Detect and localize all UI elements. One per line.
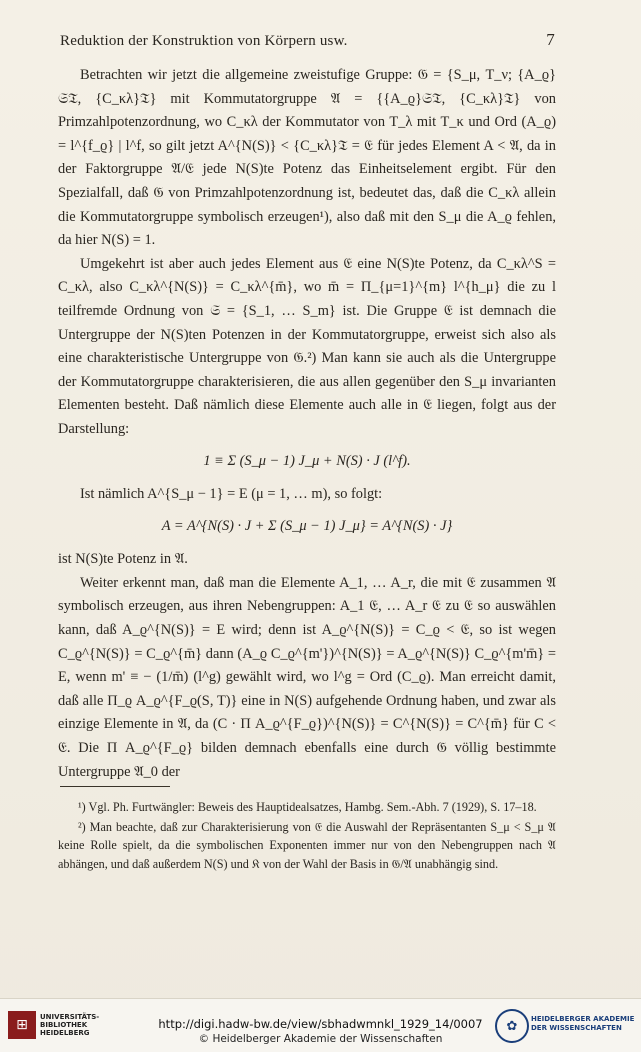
footnotes	[58, 798, 556, 875]
paragraph-5: Weiter erkennt man, daß man die Elemente A_1, … A_r, die mit 𝔈 zusammen 𝔄 symbolisch erzeugen, aus ihren Nebengruppen: A_1 𝔈, … A_r 𝔈 zu 𝔈 so auswählen kann, daß A_ϱ^{N(S)} = E wird; denn ist A_ϱ^{N(S)} = C_ϱ < 𝔈, so ist wegen C_ϱ^{N(S)} = C_ϱ^{m̄} dann (A_ϱ C_ϱ^{m'})^{N(S)} = A_ϱ^{N(S)} C_ϱ^{m'm̄} = E, wenn m' ≡ − (1/m̄) (l^g) gewählt wird, wo l^g = Ord (C_ϱ). Man erreicht damit, daß alle Π_ϱ A_ϱ^{F_ϱ(S, T)} eine in N(S) aufgehende Ordnung haben, und zwar als einzige Elemente in 𝔄, da (C · Π A_ϱ^{F_ϱ})^{N(S)} = C^{N(S)} = C^{m̄} für C < 𝔈. Die Π A_ϱ^{F_ϱ} bilden demnach ebenfalls eine durch 𝔊 völlig bestimmte Untergruppe 𝔄_0 der	[58, 574, 556, 780]
paragraph-2: Umgekehrt ist aber auch jedes Element aus 𝔈 eine N(S)te Potenz, da C_κλ^S = C_κλ, also C_κλ^{N(S)} = C_κλ^{m̄}, wo m̄ = Π_{μ=1}^{m} l^{h_μ} die zu l teilfremde Ordnung von 𝔖 = {S_1, … S_m} ist. Die Gruppe 𝔈 ist demnach die Untergruppe der N(S)ten Potenzen in der Kommutatorgruppe, erweist sich also als eine charakteristische Untergruppe von 𝔊.²) Man kann sie auch als die Untergruppe der Kommutatorgruppe charakterisieren, die aus allen gegenüber den S_μ invarianten Elementen besteht. Daß nämlich diese Elemente auch alle in 𝔈 liegen, folgt aus der Darstellung:	[58, 255, 556, 437]
copyright-notice: © Heidelberger Akademie der Wissenschaften	[198, 1033, 443, 1045]
academy-seal-icon[interactable]: ✿	[495, 1009, 529, 1043]
viewer-footer	[0, 998, 641, 1052]
running-title: Reduktion der Konstruktion von Körpern usw.	[60, 33, 348, 49]
formula-1: 1 ≡ Σ (S_μ − 1) J_μ + N(S) · J (l^f).	[203, 452, 411, 469]
formula-2: A = A^{N(S) · J + Σ (S_μ − 1) J_μ} = A^{N(S) · J}	[161, 517, 453, 534]
page-header	[60, 30, 555, 50]
paragraph-3: Ist nämlich A^{S_μ − 1} = E (μ = 1, … m), so folgt:	[80, 486, 383, 503]
academy-name: HEIDELBERGER AKADEMIE DER WISSENSCHAFTEN	[531, 1015, 635, 1032]
paragraph-4: ist N(S)te Potenz in 𝔄.	[58, 551, 188, 568]
footnote-1: ¹) Vgl. Ph. Furtwängler: Beweis des Hauptidealsatzes, Hambg. Sem.-Abh. 7 (1929), S. 17–18.	[78, 800, 537, 814]
footnote-rule	[60, 786, 170, 787]
university-library-name: UNIVERSITÄTS- BIBLIOTHEK HEIDELBERG	[40, 1013, 100, 1037]
university-library-logo-icon[interactable]: ⊞	[8, 1011, 36, 1039]
footnote-2: ²) Man beachte, daß zur Charakterisierung von 𝔈 die Auswahl der Repräsentanten S_μ < S_μ 𝔄 keine Rolle spielt, da die symbolischen Exponenten immer nur von den Nebengruppen nach 𝔄 abhängen, und daß außerdem N(S) und 𝔎 von der Wahl der Basis in 𝔊/𝔄 unabhängig sind.	[58, 820, 556, 871]
paragraph-1: Betrachten wir jetzt die allgemeine zweistufige Gruppe: 𝔊 = {S_μ, T_ν; {A_ϱ}𝔖𝔗, {C_κλ}𝔗} mit Kommutatorgruppe 𝔄 = {{A_ϱ}𝔖𝔗, {C_κλ}𝔗} von Primzahlpotenzordnung, wo C_κλ der Kommutator von T_λ mit T_κ und Ord (A_ϱ) = l^{f_ϱ} | l^f, so gilt jetzt A^{N(S)} < {C_κλ}𝔗 = 𝔈 für jedes Element A < 𝔄, da in der Faktorgruppe 𝔄/𝔈 jede N(S)te Potenz das Einheitselement ergibt. Für den Spezialfall, daß 𝔊 von Primzahlpotenzordnung ist, bedeutet das, daß die C_κλ allein die Kommutatorgruppe symbolisch erzeugen¹), also daß mit den S_μ die A_ϱ fehlen, da hier N(S) = 1.	[58, 67, 556, 249]
page-url-link[interactable]: http://digi.hadw-bw.de/view/sbhadwmnkl_1929_14/0007	[158, 1017, 483, 1031]
main-text	[58, 64, 556, 784]
page-number: 7	[546, 30, 555, 49]
